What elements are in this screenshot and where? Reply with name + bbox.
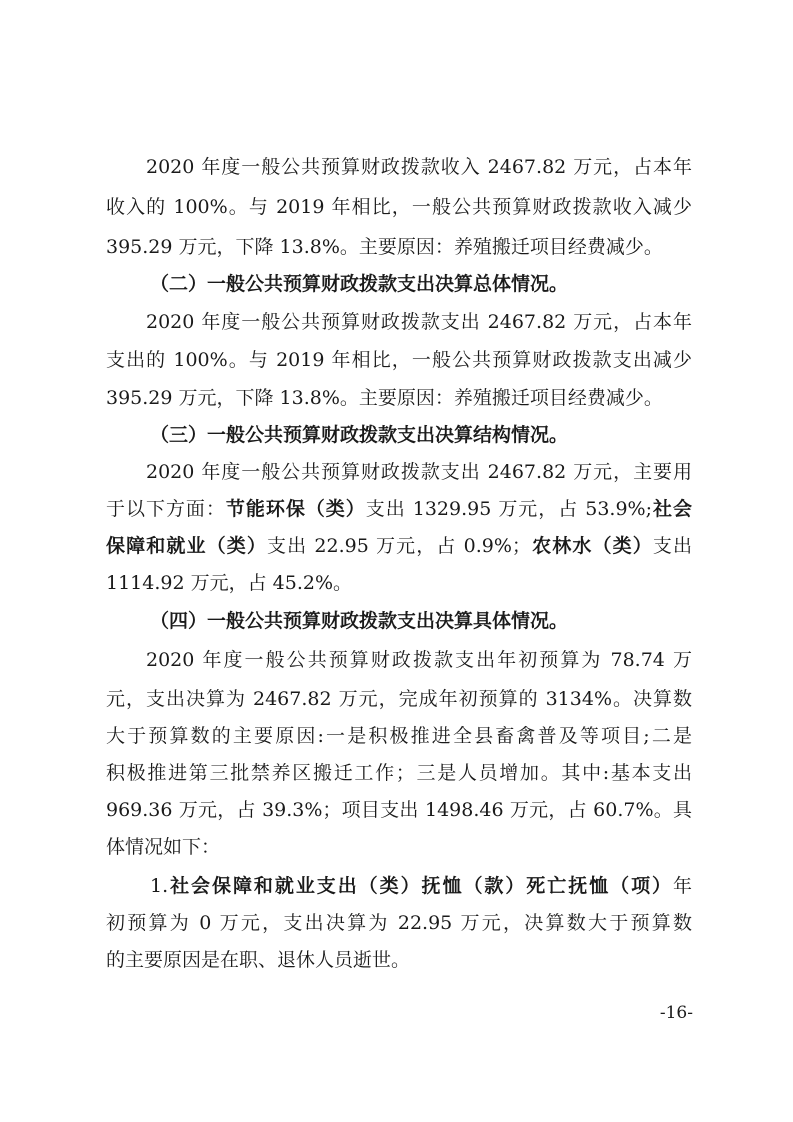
page-number: -16- [659,1003,693,1023]
item1-line2: 初预算为 0 万元，支出决算为 22.95 万元，决算数大于预算数 [106,912,692,934]
para4-line2: 元，支出决算为 2467.82 万元，完成年初预算的 3134%。决算数 [106,688,692,710]
para1-line2: 收入的 100%。与 2019 年相比，一般公共预算财政拨款收入减少 [106,196,692,218]
para3-line2 [106,497,692,521]
category-agriculture-forestry-water: 农林水（类） [530,535,653,557]
para3-line2-text-c: 支出 1329.95 万元，占 53.9%; [365,498,653,520]
para4-line6: 体情况如下： [106,836,221,858]
para1-line1: 2020 年度一般公共预算财政拨款收入 2467.82 万元，占本年 [146,156,692,178]
heading-section-3: （三）一般公共预算财政拨款支出决算结构情况。 [150,424,569,446]
para1-line3: 395.29 万元，下降 13.8%。主要原因：养殖搬迁项目经费减少。 [106,236,663,258]
para4-line1: 2020 年度一般公共预算财政拨款支出年初预算为 78.74 万 [146,649,692,671]
para3-line1: 2020 年度一般公共预算财政拨款支出 2467.82 万元，主要用 [146,461,692,483]
para3-line3-text-b: 支出 22.95 万元，占 0.9%； [267,535,531,557]
item1-line1-tail: 年 [672,875,692,897]
item1-line1 [150,874,692,898]
para4-line3: 大于预算数的主要原因:一是积极推进全县畜禽普及等项目;二是 [106,725,692,747]
item1-title: 社会保障和就业支出（类）抚恤（款）死亡抚恤（项） [168,875,673,897]
category-energy-environment: 节能环保（类） [225,498,366,520]
para2-line2: 支出的 100%。与 2019 年相比，一般公共预算财政拨款支出减少 [106,349,692,371]
para3-line3 [106,534,692,558]
para3-line4: 1114.92 万元，占 45.2%。 [106,572,353,594]
para4-line4: 积极推进第三批禁养区搬迁工作；三是人员增加。其中:基本支出 [106,762,692,784]
para3-line3-text-d: 支出 [652,535,692,557]
category-social-security-part1: 社会 [652,498,692,520]
para2-line1: 2020 年度一般公共预算财政拨款支出 2467.82 万元，占本年 [146,311,692,333]
item1-line3: 的主要原因是在职、退休人员逝世。 [106,949,411,971]
heading-section-4: （四）一般公共预算财政拨款支出决算具体情况。 [150,610,569,632]
category-social-security-part2: 保障和就业（类） [106,535,268,557]
item1-number: 1. [150,875,169,897]
para3-line2-text-a: 于以下方面： [106,498,226,520]
heading-section-2: （二）一般公共预算财政拨款支出决算总体情况。 [150,273,569,295]
para2-line3: 395.29 万元，下降 13.8%。主要原因：养殖搬迁项目经费减少。 [106,387,663,409]
para4-line5: 969.36 万元，占 39.3%；项目支出 1498.46 万元，占 60.7%。具 [106,799,692,821]
